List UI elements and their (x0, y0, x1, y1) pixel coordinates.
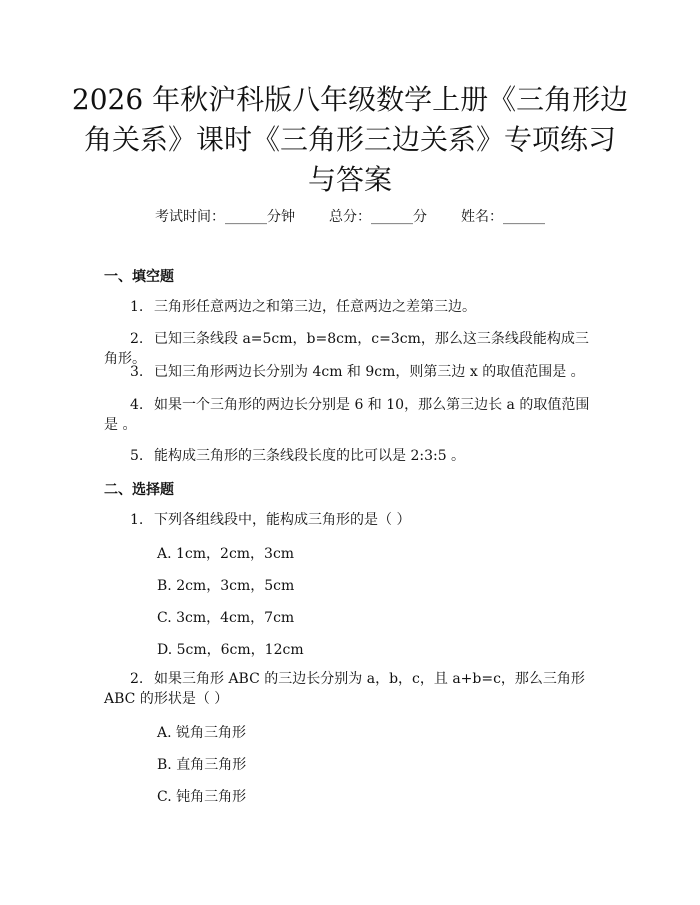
question-text: 已知三条线段 a=5cm，b=8cm，c=3cm，那么这三条线段能构成三角形。 (104, 331, 589, 367)
fill-question-5 (104, 446, 600, 466)
question-text: 如果三角形 ABC 的三边长分别为 a，b，c，且 a+b=c，那么三角形 ABC 的形状是（ ） (104, 671, 585, 707)
question-number: 1. (130, 299, 144, 315)
exam-time: 考试时间：______分钟 (155, 209, 295, 225)
question-text: 已知三角形两边长分别为 4cm 和 9cm，则第三边 x 的取值范围是 。 (154, 364, 585, 380)
question-number: 5. (130, 448, 144, 464)
question-text: 如果一个三角形的两边长分别是 6 和 10，那么第三边长 a 的取值范围是 。 (104, 397, 590, 433)
option-b: B. 直角三角形 (157, 757, 247, 773)
choice-question-1 (104, 510, 600, 530)
section-heading-multiple-choice: 二、选择题 (104, 482, 174, 498)
option-d: D. 5cm，6cm，12cm (157, 642, 304, 658)
question-number: 2. (130, 671, 144, 687)
exam-score: 总分：______分 (329, 209, 427, 225)
document-title (60, 80, 640, 200)
fill-question-3 (104, 362, 600, 382)
option-a: A. 锐角三角形 (157, 725, 247, 741)
question-text: 三角形任意两边之和第三边，任意两边之差第三边。 (154, 299, 476, 315)
fill-question-4 (104, 395, 600, 435)
option-a: A. 1cm，2cm，3cm (157, 546, 295, 562)
title-line-2: 角关系》课时《三角形三边关系》专项练习 (83, 123, 616, 156)
section-heading-fill-blank: 一、填空题 (104, 269, 174, 285)
title-line-1: 2026 年秋沪科版八年级数学上册《三角形边 (71, 83, 629, 116)
option-c: C. 3cm，4cm，7cm (157, 610, 295, 626)
question-text: 下列各组线段中，能构成三角形的是（ ） (154, 512, 411, 528)
question-text: 能构成三角形的三条线段长度的比可以是 2:3:5 。 (154, 448, 466, 464)
fill-question-1 (104, 297, 600, 317)
question-number: 3. (130, 364, 144, 380)
question-number: 4. (130, 397, 144, 413)
title-line-3: 与答案 (307, 163, 392, 196)
option-b: B. 2cm，3cm，5cm (157, 578, 295, 594)
exam-info (0, 206, 700, 226)
question-number: 2. (130, 331, 144, 347)
question-number: 1. (130, 512, 144, 528)
choice-question-2 (104, 669, 600, 709)
exam-name: 姓名：______ (461, 209, 545, 225)
option-c: C. 钝角三角形 (157, 789, 247, 805)
